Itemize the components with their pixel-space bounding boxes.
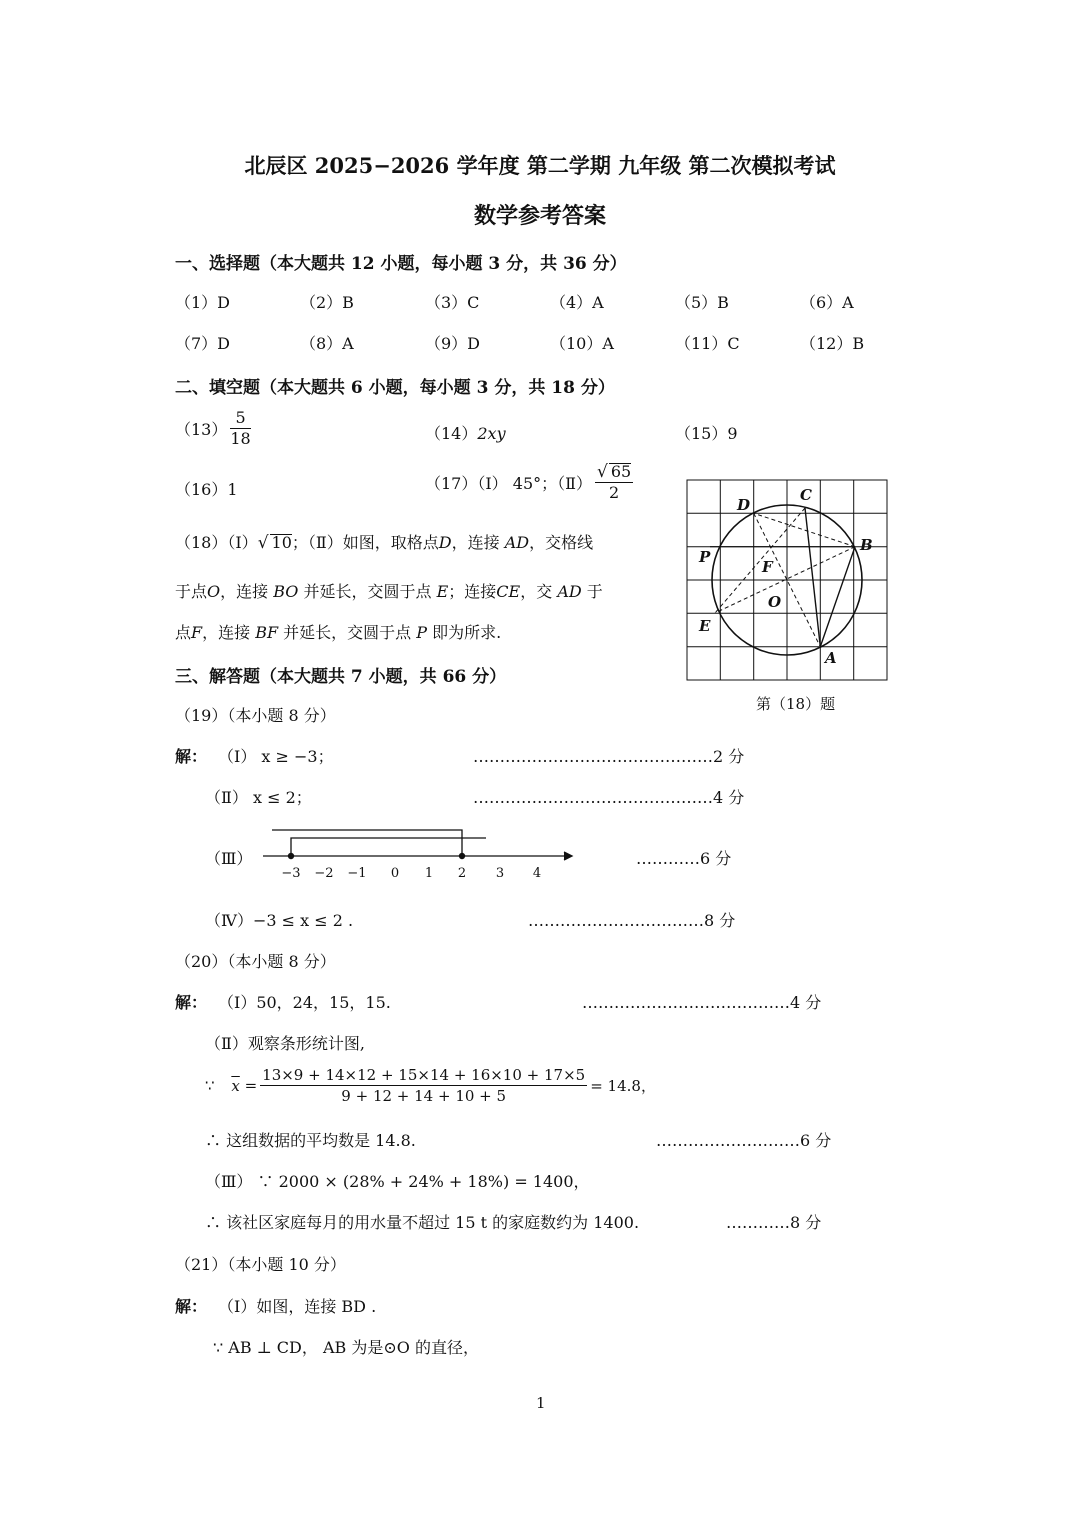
answer-4: （4）A — [550, 293, 604, 312]
answer-7: （7）D — [175, 334, 231, 353]
answer-6: （6）A — [800, 293, 854, 312]
answer-17: （17）（Ⅰ） 45°；（Ⅱ） $\frac{√ 65}{2}$ — [425, 462, 632, 502]
section-1-heading: 一、选择题（本大题共 12 小题，每小题 3 分，共 36 分） — [175, 254, 627, 274]
answer-11: （11）C — [675, 334, 740, 353]
answer-8: （8）A — [300, 334, 354, 353]
tick-label: −2 — [314, 866, 334, 881]
q19-part3: （Ⅲ） — [205, 849, 253, 868]
tick-label: 2 — [457, 866, 467, 881]
label-E: E — [699, 617, 711, 635]
tick-label: 3 — [495, 866, 505, 881]
document-title: 北辰区 2025−2026 学年度 第二学期 九年级 第二次模拟考试 — [244, 153, 836, 178]
tick-label: −3 — [281, 866, 301, 881]
fraction-numerator: 5 — [230, 408, 250, 429]
q19-part2: （Ⅱ） x ≤ 2； — [205, 788, 312, 807]
q19-part1: （Ⅰ） x ≥ −3； — [218, 747, 334, 766]
answer-9: （9）D — [425, 334, 481, 353]
label-B: B — [860, 536, 873, 554]
q19-part1-score: ………………………………………2 分 — [473, 747, 745, 766]
answer-1: （1）D — [175, 293, 231, 312]
answer-14: （14）2xy — [425, 424, 506, 443]
answer-5: （5）B — [675, 293, 729, 312]
label-F: F — [762, 558, 773, 576]
q19-part3-score: …………6 分 — [636, 849, 732, 868]
answer-18-line3: 点F，连接 BF 并延长，交圆于点 P 即为所求. — [175, 623, 502, 642]
q20-part4: （Ⅲ） ∵ 2000 × (28% + 24% + 18%) = 1400， — [205, 1172, 590, 1191]
q21-part1: （Ⅰ）如图，连接 BD . — [218, 1297, 377, 1316]
q20-mean-equation: ∵ $\overline{x}$ = $\frac{13\times 9 + 14\times 12 + 15\times 14 + 16\times 10 + 17\times 5}{9 + 12 + 14 + 10 + 5}$ = 14.8， — [205, 1066, 656, 1105]
answer-15: （15）9 — [675, 424, 738, 443]
q19-jie: 解： — [175, 747, 208, 766]
number-line — [258, 822, 583, 884]
answer-3: （3）C — [425, 293, 480, 312]
figure-18-caption: 第（18）题 — [756, 695, 836, 713]
q20-jie: 解： — [175, 993, 208, 1012]
section-3-heading: 三、解答题（本大题共 7 小题，共 66 分） — [175, 667, 507, 687]
tick-label: −1 — [347, 866, 367, 881]
q20-part2: （Ⅱ）观察条形统计图, — [205, 1034, 365, 1053]
tick-label: 0 — [390, 866, 400, 881]
q20-part3: ∴ 这组数据的平均数是 14.8. — [205, 1131, 416, 1150]
answer-12: （12）B — [800, 334, 865, 353]
label-O: O — [768, 593, 782, 611]
q20-part5-score: …………8 分 — [726, 1213, 822, 1232]
answer-18-line2: 于点O，连接 BO 并延长，交圆于点 E；连接CE，交 AD 于 — [175, 582, 603, 601]
label-D: D — [737, 496, 751, 514]
label-C: C — [800, 486, 812, 504]
fraction-denominator: 18 — [230, 429, 251, 448]
q21-header: （21）（本小题 10 分） — [175, 1255, 346, 1274]
answer-16: （16）1 — [175, 480, 238, 499]
q20-part5: ∴ 该社区家庭每月的用水量不超过 15 t 的家庭数约为 1400. — [205, 1213, 640, 1232]
answer-2: （2）B — [300, 293, 354, 312]
section-2-heading: 二、填空题（本大题共 6 小题，每小题 3 分，共 18 分） — [175, 378, 615, 398]
q19-header: （19）（本小题 8 分） — [175, 706, 336, 725]
label-A: A — [825, 649, 837, 667]
answer-10: （10）A — [550, 334, 614, 353]
q20-part3-score: ………………………6 分 — [656, 1131, 832, 1150]
answer-18-line1: （18）（Ⅰ）√ 10；（Ⅱ）如图，取格点D，连接 AD，交格线 — [175, 533, 594, 553]
q21-jie: 解： — [175, 1297, 208, 1316]
page-number: 1 — [536, 1394, 546, 1412]
q20-header: （20）（本小题 8 分） — [175, 952, 336, 971]
tick-label: 4 — [532, 866, 542, 881]
q21-part2: ∵ AB ⊥ CD， AB 为是⊙O 的直径， — [213, 1338, 479, 1357]
document-subtitle: 数学参考答案 — [473, 203, 606, 229]
label-P: P — [699, 548, 711, 566]
tick-label: 1 — [424, 866, 434, 881]
q19-part4: （Ⅳ）−3 ≤ x ≤ 2 . — [205, 911, 354, 930]
figure-18-grid-diagram — [685, 478, 890, 683]
q19-part4-score: ……………………………8 分 — [528, 911, 736, 930]
q19-part2-score: ………………………………………4 分 — [473, 788, 745, 807]
q20-part1-score: …………………………………4 分 — [582, 993, 822, 1012]
q20-part1: （Ⅰ）50，24，15，15. — [218, 993, 391, 1012]
answer-13: （13） $\frac{5}{18}$ — [175, 408, 251, 448]
